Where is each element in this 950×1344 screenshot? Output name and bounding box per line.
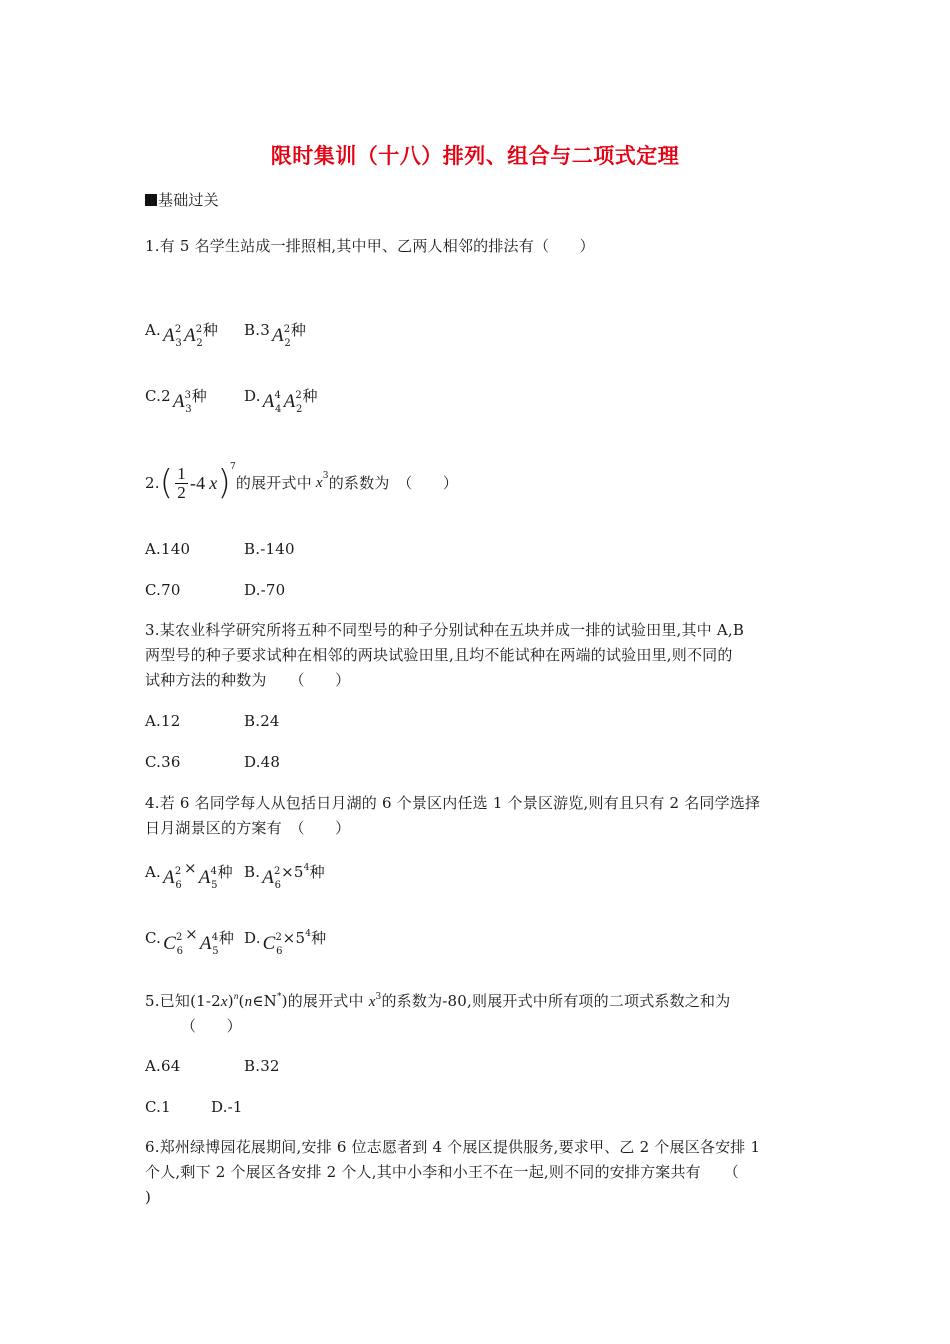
question-3-line-3: 试种方法的种数为 （ ） (145, 671, 351, 689)
q3-option-d: D.48 (244, 753, 281, 771)
q3-option-b: B.24 (244, 712, 280, 730)
q2-option-b: B.-140 (244, 540, 295, 558)
fraction-one-half: $\frac{1}{2}$ (177, 463, 186, 502)
question-1-stem: 1.有 5 名学生站成一排照相,其中甲、乙两人相邻的排法有（ ） (145, 237, 595, 255)
q4-option-b: B. $A^2_6\times 5^4$种 (244, 863, 325, 891)
q1-option-b: B.3 $A^2_2$种 (244, 321, 307, 349)
question-4-line-1: 4.若 6 名同学每人从包括日月湖的 6 个景区内任选 1 个景区游览,则有且只有 2 名同学选择 (145, 794, 761, 812)
question-3-line-1: 3.某农业科学研究所将五种不同型号的种子分别试种在五块并成一排的试验田里,其中 A,B (145, 621, 745, 639)
q1-option-a: A. $A^2_3$ $A^2_2$种 (145, 321, 219, 349)
q5-option-b: B.32 (244, 1057, 280, 1075)
q2-option-c: C.70 (145, 581, 181, 599)
question-5-line-1: 5.已知$(1-2x)^n(n\in N^*)$的展开式中 $x^3$的系数为-80,则展开式中所有项的二项式系数之和为 (145, 991, 731, 1010)
question-4-line-2: 日月湖景区的方案有 （ ） (145, 819, 351, 837)
question-5-line-2: （ ） (181, 1017, 242, 1035)
q4-option-c: C. $C^2_6\times A^4_5$种 (145, 925, 235, 957)
q3-option-c: C.36 (145, 753, 181, 771)
q1-option-c: C.2 $A^3_3$种 (145, 387, 207, 415)
question-6-line-3: ) (145, 1188, 152, 1206)
q4-option-d: D. $C^2_6\times 5^4$种 (244, 929, 327, 957)
question-6-line-2: 个人,剩下 2 个展区各安排 2 个人,其中小李和小王不在一起,则不同的安排方案共有 （ (145, 1163, 739, 1181)
square-bullet-icon (145, 194, 157, 206)
q1-option-d: D. $A^4_4$ $A^2_2$种 (244, 387, 318, 415)
page-title: 限时集训（十八）排列、组合与二项式定理 (270, 144, 680, 168)
q3-option-a: A.12 (145, 712, 181, 730)
q5-option-a: A.64 (145, 1057, 181, 1075)
q2-option-a: A.140 (145, 540, 191, 558)
question-3-line-2: 两型号的种子要求试种在相邻的两块试验田里,且均不能试种在两端的试验田里,则不同的 (145, 646, 733, 664)
section-heading: 基础过关 (145, 190, 219, 210)
q5-option-c: C.1 (145, 1098, 171, 1116)
q5-option-d: D.-1 (211, 1098, 243, 1116)
question-6-line-1: 6.郑州绿博园花展期间,安排 6 位志愿者到 4 个展区提供服务,要求甲、乙 2 个展区各安排 1 (145, 1138, 761, 1156)
q4-option-a: A. $A^2_6\times A^4_5$种 (145, 859, 233, 891)
q2-option-d: D.-70 (244, 581, 286, 599)
question-2-stem: 2. ( $\frac{1}{2}$ -4 x ) 7 的展开式中 x 3 的系数为 （ ） (145, 462, 459, 503)
